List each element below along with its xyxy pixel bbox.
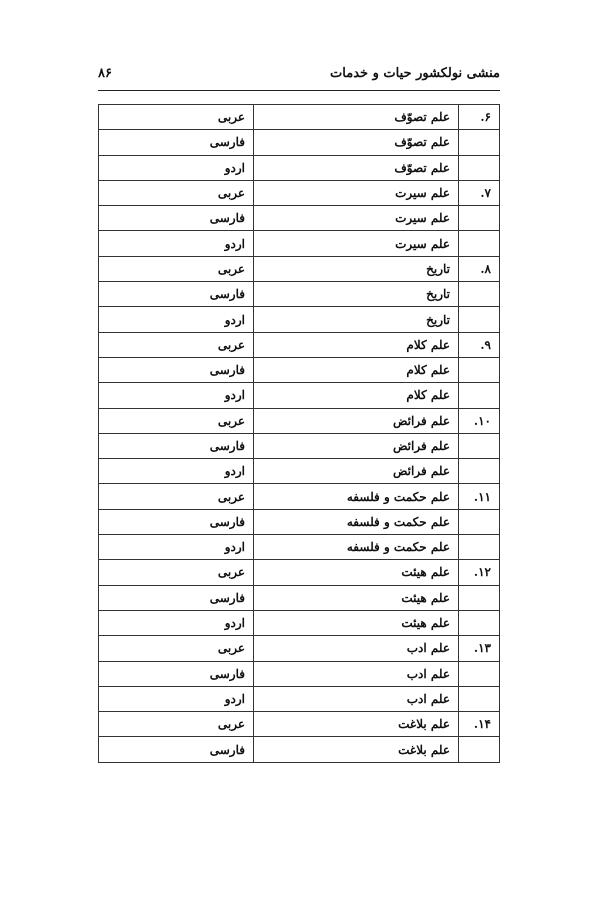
row-number bbox=[459, 509, 500, 534]
subject-cell: علم کلام bbox=[254, 332, 459, 357]
language-cell: اردو bbox=[99, 307, 254, 332]
language-cell: عربی bbox=[99, 636, 254, 661]
table-row bbox=[99, 737, 500, 762]
subject-cell: علم تصوّف bbox=[254, 105, 459, 130]
subject-cell: علم فرائض bbox=[254, 408, 459, 433]
language-cell: عربی bbox=[99, 484, 254, 509]
row-number bbox=[459, 661, 500, 686]
running-title: منشی نولکشور حیات و خدمات bbox=[330, 66, 500, 81]
table-row bbox=[99, 509, 500, 534]
subject-cell: علم کلام bbox=[254, 357, 459, 382]
language-cell: اردو bbox=[99, 686, 254, 711]
table-row bbox=[99, 535, 500, 560]
table-row bbox=[99, 585, 500, 610]
row-number: ۱۳. bbox=[459, 636, 500, 661]
row-number bbox=[459, 535, 500, 560]
subject-cell: علم حکمت و فلسفه bbox=[254, 535, 459, 560]
language-cell: عربی bbox=[99, 256, 254, 281]
language-cell: اردو bbox=[99, 383, 254, 408]
table-row bbox=[99, 256, 500, 281]
table-row bbox=[99, 661, 500, 686]
language-cell: اردو bbox=[99, 535, 254, 560]
table-row bbox=[99, 231, 500, 256]
language-cell: فارسی bbox=[99, 206, 254, 231]
row-number bbox=[459, 433, 500, 458]
subject-cell: علم فرائض bbox=[254, 433, 459, 458]
subjects-table bbox=[98, 104, 500, 763]
row-number: ۱۰. bbox=[459, 408, 500, 433]
subjects-table-body bbox=[99, 105, 500, 763]
table-row bbox=[99, 130, 500, 155]
language-cell: اردو bbox=[99, 610, 254, 635]
row-number bbox=[459, 383, 500, 408]
subject-cell: علم تصوّف bbox=[254, 155, 459, 180]
subject-cell: تاریخ bbox=[254, 256, 459, 281]
subject-cell: علم ادب bbox=[254, 686, 459, 711]
table-row bbox=[99, 282, 500, 307]
subject-cell: تاریخ bbox=[254, 282, 459, 307]
subject-cell: علم هیئت bbox=[254, 560, 459, 585]
page-number: ۸۶ bbox=[98, 66, 112, 81]
row-number bbox=[459, 357, 500, 382]
language-cell: عربی bbox=[99, 712, 254, 737]
row-number bbox=[459, 155, 500, 180]
table-row bbox=[99, 636, 500, 661]
language-cell: عربی bbox=[99, 332, 254, 357]
language-cell: اردو bbox=[99, 231, 254, 256]
table-row bbox=[99, 712, 500, 737]
language-cell: فارسی bbox=[99, 357, 254, 382]
subject-cell: علم سیرت bbox=[254, 231, 459, 256]
row-number bbox=[459, 130, 500, 155]
row-number bbox=[459, 206, 500, 231]
row-number bbox=[459, 585, 500, 610]
subject-cell: علم کلام bbox=[254, 383, 459, 408]
page-header bbox=[98, 60, 500, 91]
table-row bbox=[99, 610, 500, 635]
table-row bbox=[99, 332, 500, 357]
subject-cell: علم تصوّف bbox=[254, 130, 459, 155]
table-row bbox=[99, 155, 500, 180]
language-cell: عربی bbox=[99, 560, 254, 585]
row-number: ۱۱. bbox=[459, 484, 500, 509]
row-number bbox=[459, 459, 500, 484]
row-number: ۱۲. bbox=[459, 560, 500, 585]
table-row bbox=[99, 408, 500, 433]
row-number: ۱۴. bbox=[459, 712, 500, 737]
table-row bbox=[99, 433, 500, 458]
language-cell: عربی bbox=[99, 180, 254, 205]
row-number: ۹. bbox=[459, 332, 500, 357]
subject-cell: علم سیرت bbox=[254, 206, 459, 231]
subject-cell: علم فرائض bbox=[254, 459, 459, 484]
language-cell: فارسی bbox=[99, 509, 254, 534]
table-row bbox=[99, 105, 500, 130]
subject-cell: علم ادب bbox=[254, 661, 459, 686]
language-cell: عربی bbox=[99, 408, 254, 433]
language-cell: فارسی bbox=[99, 282, 254, 307]
row-number: ۶. bbox=[459, 105, 500, 130]
table-row bbox=[99, 459, 500, 484]
row-number bbox=[459, 307, 500, 332]
language-cell: فارسی bbox=[99, 130, 254, 155]
row-number bbox=[459, 610, 500, 635]
row-number bbox=[459, 686, 500, 711]
subject-cell: علم حکمت و فلسفه bbox=[254, 509, 459, 534]
row-number: ۸. bbox=[459, 256, 500, 281]
subject-cell: علم بلاغت bbox=[254, 737, 459, 762]
table-row bbox=[99, 307, 500, 332]
row-number: ۷. bbox=[459, 180, 500, 205]
table-row bbox=[99, 560, 500, 585]
language-cell: اردو bbox=[99, 155, 254, 180]
table-row bbox=[99, 383, 500, 408]
subject-cell: علم هیئت bbox=[254, 585, 459, 610]
subject-cell: علم سیرت bbox=[254, 180, 459, 205]
language-cell: عربی bbox=[99, 105, 254, 130]
row-number bbox=[459, 737, 500, 762]
table-row bbox=[99, 180, 500, 205]
language-cell: اردو bbox=[99, 459, 254, 484]
subject-cell: علم ادب bbox=[254, 636, 459, 661]
table-row bbox=[99, 484, 500, 509]
language-cell: فارسی bbox=[99, 737, 254, 762]
subject-cell: علم بلاغت bbox=[254, 712, 459, 737]
table-row bbox=[99, 686, 500, 711]
row-number bbox=[459, 231, 500, 256]
language-cell: فارسی bbox=[99, 433, 254, 458]
subject-cell: علم حکمت و فلسفه bbox=[254, 484, 459, 509]
table-row bbox=[99, 206, 500, 231]
language-cell: فارسی bbox=[99, 585, 254, 610]
row-number bbox=[459, 282, 500, 307]
language-cell: فارسی bbox=[99, 661, 254, 686]
subject-cell: علم هیئت bbox=[254, 610, 459, 635]
table-row bbox=[99, 357, 500, 382]
subject-cell: تاریخ bbox=[254, 307, 459, 332]
